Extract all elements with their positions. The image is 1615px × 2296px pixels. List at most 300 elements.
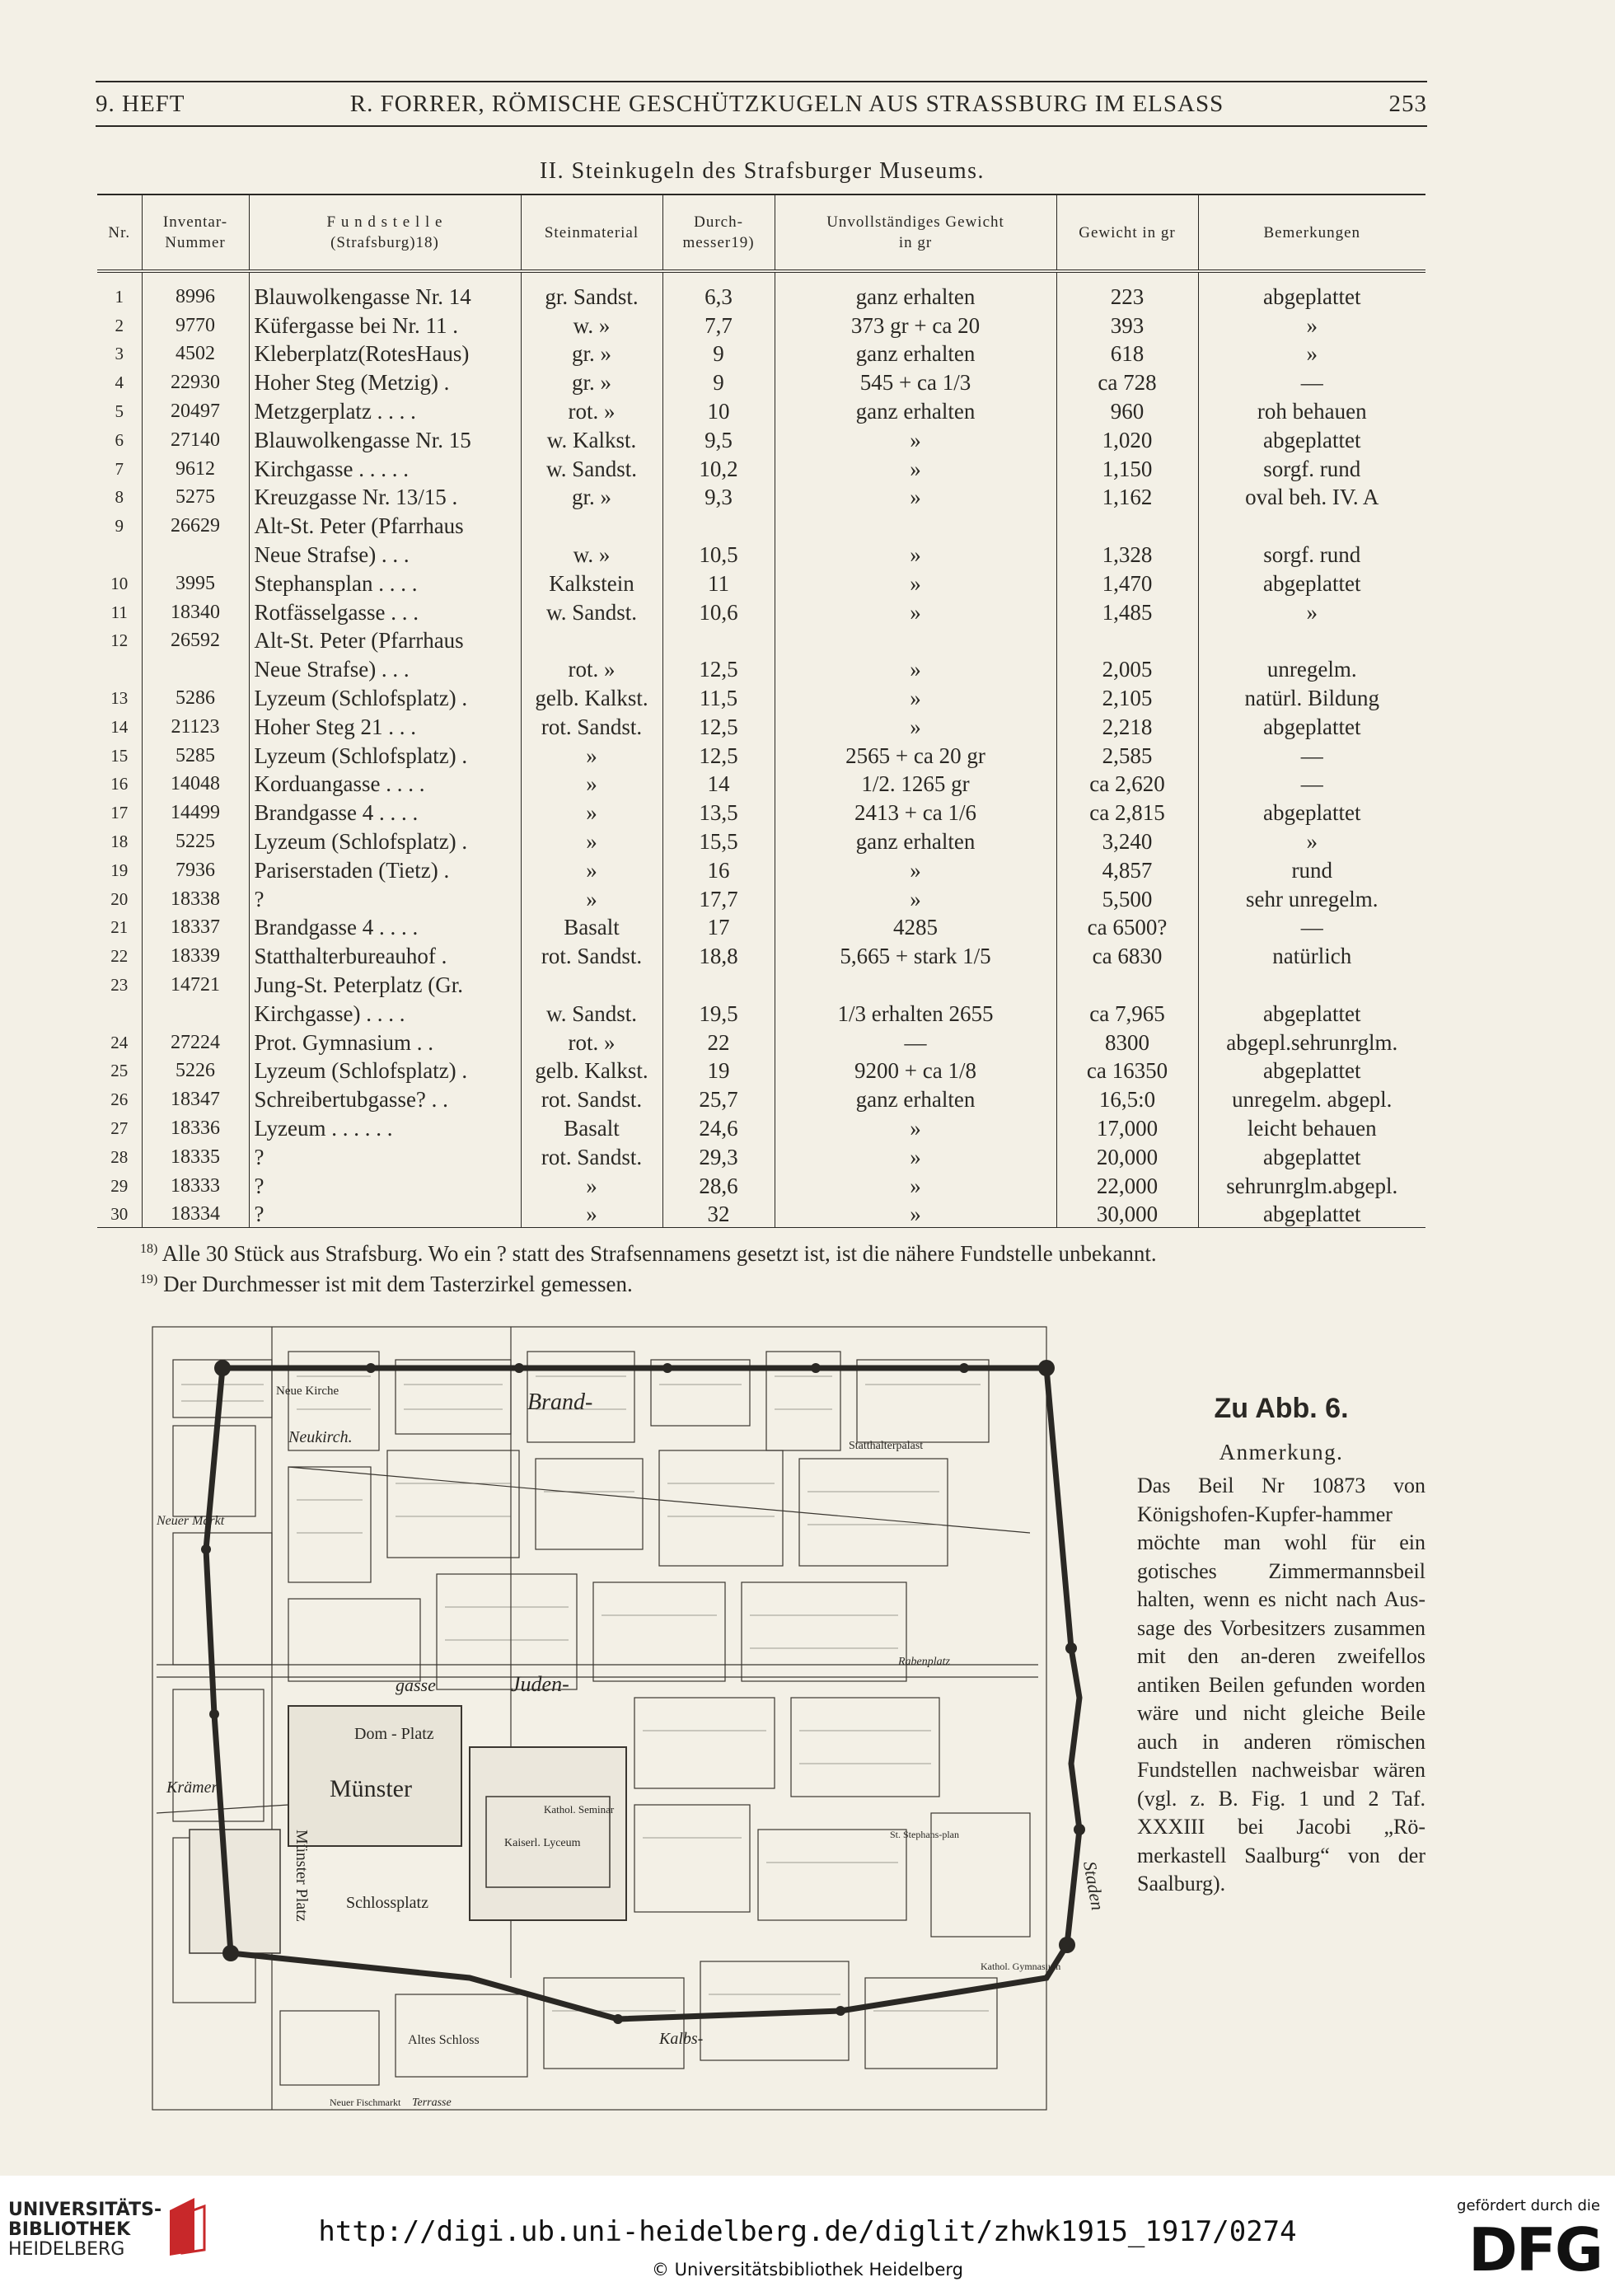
col-durchmesser: Durch- messer19) — [662, 194, 775, 271]
row-inventar — [142, 539, 249, 568]
row-durchmesser: 28,6 — [662, 1170, 775, 1199]
row-steinmaterial: rot. Sandst. — [521, 711, 662, 740]
row-fundstelle: Hoher Steg 21 . . . — [249, 711, 521, 740]
row-steinmaterial: rot. » — [521, 396, 662, 424]
row-bemerkungen: sorgf. rund — [1198, 539, 1425, 568]
row-gewicht — [1056, 969, 1198, 998]
table-row — [97, 1113, 1425, 1141]
col-fundstelle: F u n d s t e l l e (Strafsburg)18) — [249, 194, 521, 271]
row-fundstelle: ? — [249, 883, 521, 912]
row-inventar: 5285 — [142, 740, 249, 769]
row-steinmaterial: rot. Sandst. — [521, 940, 662, 969]
row-unvollstaendiges-gewicht: » — [775, 654, 1056, 682]
table-row — [97, 271, 1425, 310]
row-durchmesser: 16 — [662, 855, 775, 883]
row-fundstelle: ? — [249, 1170, 521, 1199]
row-durchmesser: 17,7 — [662, 883, 775, 912]
row-steinmaterial: » — [521, 826, 662, 855]
row-gewicht: 618 — [1056, 339, 1198, 368]
running-header — [96, 81, 1427, 127]
row-steinmaterial: gr. » — [521, 367, 662, 396]
footnotes — [140, 1236, 1434, 1297]
row-steinmaterial: w. » — [521, 310, 662, 339]
row-fundstelle: Blauwolkengasse Nr. 15 — [249, 424, 521, 453]
row-fundstelle: Prot. Gymnasium . . — [249, 1027, 521, 1056]
row-fundstelle: Lyzeum (Schlofsplatz) . — [249, 740, 521, 769]
row-gewicht: 20,000 — [1056, 1141, 1198, 1170]
row-durchmesser: 11 — [662, 568, 775, 597]
row-nr: 8 — [115, 487, 124, 508]
table-row — [97, 740, 1425, 769]
row-durchmesser: 17 — [662, 912, 775, 941]
row-fundstelle: Lyzeum . . . . . . — [249, 1113, 521, 1141]
row-durchmesser: 29,3 — [662, 1141, 775, 1170]
row-bemerkungen: » — [1198, 826, 1425, 855]
row-gewicht: ca 2,620 — [1056, 769, 1198, 798]
row-gewicht: 1,328 — [1056, 539, 1198, 568]
table-row — [97, 1199, 1425, 1228]
row-durchmesser: 32 — [662, 1199, 775, 1228]
row-gewicht: 1,150 — [1056, 453, 1198, 482]
row-unvollstaendiges-gewicht — [775, 510, 1056, 539]
row-gewicht: 223 — [1056, 271, 1198, 310]
row-fundstelle: Lyzeum (Schlofsplatz) . — [249, 826, 521, 855]
row-bemerkungen: abgeplattet — [1198, 1199, 1425, 1228]
row-nr: 24 — [110, 1032, 129, 1052]
row-durchmesser: 12,5 — [662, 740, 775, 769]
row-nr: 13 — [110, 687, 129, 708]
row-inventar: 18340 — [142, 597, 249, 626]
row-gewicht: 22,000 — [1056, 1170, 1198, 1199]
row-inventar: 14048 — [142, 769, 249, 798]
map-label-neuer-fischmarkt: Neuer Fischmarkt — [330, 2097, 401, 2108]
map-label-terrasse: Terrasse — [412, 2097, 452, 2109]
strassburg-map — [124, 1302, 1116, 2134]
row-steinmaterial: Basalt — [521, 912, 662, 941]
table-title: II. Steinkugeln des Strafsburger Museums. — [539, 158, 985, 184]
row-durchmesser: 9 — [662, 339, 775, 368]
row-steinmaterial: gr. » — [521, 339, 662, 368]
row-steinmaterial — [521, 626, 662, 654]
row-unvollstaendiges-gewicht: 2565 + ca 20 gr — [775, 740, 1056, 769]
row-inventar: 27140 — [142, 424, 249, 453]
row-nr: 20 — [110, 888, 129, 909]
row-bemerkungen: abgeplattet — [1198, 271, 1425, 310]
row-durchmesser: 19 — [662, 1056, 775, 1085]
row-durchmesser: 10,2 — [662, 453, 775, 482]
row-inventar — [142, 998, 249, 1027]
row-bemerkungen: oval beh. IV. A — [1198, 482, 1425, 511]
row-nr: 29 — [110, 1175, 129, 1196]
sidebar-note — [1137, 1393, 1425, 1899]
row-nr: 27 — [110, 1118, 129, 1138]
map-label-muenster: Münster — [330, 1775, 412, 1802]
row-gewicht: 2,585 — [1056, 740, 1198, 769]
row-unvollstaendiges-gewicht: » — [775, 453, 1056, 482]
row-gewicht: 1,470 — [1056, 568, 1198, 597]
row-bemerkungen: abgeplattet — [1198, 797, 1425, 826]
row-bemerkungen: natürl. Bildung — [1198, 682, 1425, 711]
row-unvollstaendiges-gewicht: » — [775, 711, 1056, 740]
row-inventar: 7936 — [142, 855, 249, 883]
row-durchmesser: 10 — [662, 396, 775, 424]
row-inventar: 14499 — [142, 797, 249, 826]
row-unvollstaendiges-gewicht: » — [775, 883, 1056, 912]
row-fundstelle: ? — [249, 1199, 521, 1228]
footnote-18: $^{18)}$ Alle 30 Stück aus Strafsburg. Wo ein ? statt des Strafsennamens gesetzt ist, ist die nähere Fundstelle unbekannt. — [140, 1241, 1157, 1266]
row-fundstelle: Neue Strafse) . . . — [249, 654, 521, 682]
map-label-statthalterpalast: Statthalterpalast — [849, 1440, 924, 1452]
row-nr: 4 — [115, 373, 124, 393]
dfg-logo: DFG — [1468, 2215, 1602, 2284]
row-bemerkungen: — — [1198, 367, 1425, 396]
row-steinmaterial: » — [521, 769, 662, 798]
row-nr: 19 — [110, 860, 129, 880]
row-nr: 14 — [110, 716, 129, 737]
map-label-brand: Brand- — [527, 1389, 593, 1415]
row-fundstelle: Lyzeum (Schlofsplatz) . — [249, 1056, 521, 1085]
row-durchmesser: 12,5 — [662, 711, 775, 740]
table-row — [97, 711, 1425, 740]
row-unvollstaendiges-gewicht: ganz erhalten — [775, 1084, 1056, 1113]
row-fundstelle: Jung-St. Peterplatz (Gr. — [249, 969, 521, 998]
row-nr: 6 — [115, 429, 124, 450]
row-durchmesser: 10,5 — [662, 539, 775, 568]
row-durchmesser — [662, 969, 775, 998]
row-bemerkungen: abgepl.sehrunrglm. — [1198, 1027, 1425, 1056]
row-gewicht: 1,485 — [1056, 597, 1198, 626]
row-steinmaterial: gelb. Kalkst. — [521, 682, 662, 711]
row-nr: 15 — [110, 745, 129, 766]
row-nr: 9 — [115, 516, 124, 537]
row-fundstelle: Lyzeum (Schlofsplatz) . — [249, 682, 521, 711]
row-nr: 25 — [110, 1061, 129, 1081]
map-label-kathol-gymnasium: Kathol. Gymnasium — [981, 1961, 1061, 1972]
table-row — [97, 1056, 1425, 1085]
table-header-row — [97, 194, 1425, 271]
row-durchmesser: 7,7 — [662, 310, 775, 339]
row-nr: 30 — [97, 1199, 142, 1228]
row-steinmaterial: w. » — [521, 539, 662, 568]
row-steinmaterial: » — [521, 797, 662, 826]
table-row — [97, 1084, 1425, 1113]
row-inventar: 21123 — [142, 711, 249, 740]
map-label-dom-platz: Dom - Platz — [354, 1725, 434, 1743]
row-steinmaterial: » — [521, 1199, 662, 1228]
article-title: R. FORRER, RÖMISCHE GESCHÜTZKUGELN AUS STRASSBURG IM ELSASS — [349, 90, 1224, 117]
row-nr — [97, 998, 142, 1027]
row-bemerkungen: abgeplattet — [1198, 998, 1425, 1027]
row-unvollstaendiges-gewicht: 5,665 + stark 1/5 — [775, 940, 1056, 969]
col-bemerkungen: Bemerkungen — [1198, 194, 1425, 271]
row-bemerkungen: — — [1198, 740, 1425, 769]
row-gewicht: ca 6830 — [1056, 940, 1198, 969]
row-fundstelle: Kirchgasse . . . . . — [249, 453, 521, 482]
row-durchmesser — [662, 510, 775, 539]
row-bemerkungen: » — [1198, 310, 1425, 339]
row-nr: 17 — [110, 803, 129, 823]
row-nr: 23 — [110, 974, 129, 995]
row-gewicht: 2,218 — [1056, 711, 1198, 740]
row-bemerkungen: sehrunrglm.abgepl. — [1198, 1170, 1425, 1199]
row-steinmaterial: » — [521, 855, 662, 883]
row-steinmaterial: w. Kalkst. — [521, 424, 662, 453]
digitization-footer — [0, 2176, 1615, 2296]
row-steinmaterial: » — [521, 740, 662, 769]
row-inventar: 5226 — [142, 1056, 249, 1085]
row-bemerkungen: — — [1198, 912, 1425, 941]
row-fundstelle: Hoher Steg (Metzig) . — [249, 367, 521, 396]
row-nr: 26 — [110, 1089, 129, 1110]
row-durchmesser — [662, 626, 775, 654]
col-unvollstaendiges-gewicht: Unvollständiges Gewicht in gr — [775, 194, 1056, 271]
permalink-url[interactable]: http://digi.ub.uni-heidelberg.de/diglit/zhwk1915_1917/0274 — [318, 2215, 1297, 2248]
sidebar-title: Zu Abb. 6. — [1214, 1393, 1349, 1424]
row-gewicht: ca 7,965 — [1056, 998, 1198, 1027]
row-inventar: 22930 — [142, 367, 249, 396]
row-unvollstaendiges-gewicht: » — [775, 539, 1056, 568]
row-nr: 18 — [110, 831, 129, 851]
row-durchmesser: 14 — [662, 769, 775, 798]
table-row — [97, 654, 1425, 682]
col-inventar: Inventar- Nummer — [142, 194, 249, 271]
row-gewicht: 1,020 — [1056, 424, 1198, 453]
row-inventar: 18335 — [142, 1141, 249, 1170]
row-unvollstaendiges-gewicht: 1/2. 1265 gr — [775, 769, 1056, 798]
map-label-kraemer: Krämer — [166, 1778, 218, 1797]
sidebar-body: Das Beil Nr 10873 von Königshofen-Kupfer-hammer möchte man wohl für ein gotisches Zimmermannsbeil halten, wenn es nicht nach Aus-sage des Vorbesitzers zusammen mit den an-deren zweifellos antiken Beilen gefunden worden wäre und nicht gleiche Beile auch in anderen römischen Fundstellen nachweisbar wären (vgl. z. B. Fig. 1 und 2 Taf. XXXIII bei Jacobi „Rö-merkastell Saalburg“ von der Saalburg). — [1137, 1474, 1425, 1895]
row-fundstelle: Statthalterbureauhof . — [249, 940, 521, 969]
row-steinmaterial: w. Sandst. — [521, 998, 662, 1027]
row-gewicht — [1056, 510, 1198, 539]
table-row — [97, 797, 1425, 826]
row-bemerkungen: roh behauen — [1198, 396, 1425, 424]
table-row — [97, 1170, 1425, 1199]
row-fundstelle: Blauwolkengasse Nr. 14 — [249, 271, 521, 310]
map-label-neue-kirche: Neue Kirche — [276, 1385, 339, 1398]
map-label-kathol-seminar: Kathol. Seminar — [544, 1803, 615, 1816]
row-bemerkungen — [1198, 510, 1425, 539]
row-gewicht: 2,105 — [1056, 682, 1198, 711]
map-label-st-stephansplan: St. Stephans-plan — [890, 1829, 959, 1840]
row-gewicht: ca 6500? — [1056, 912, 1198, 941]
row-inventar: 27224 — [142, 1027, 249, 1056]
row-bemerkungen: rund — [1198, 855, 1425, 883]
row-inventar: 20497 — [142, 396, 249, 424]
row-fundstelle: Stephansplan . . . . — [249, 568, 521, 597]
row-unvollstaendiges-gewicht: 4285 — [775, 912, 1056, 941]
row-gewicht: 5,500 — [1056, 883, 1198, 912]
row-inventar: 18339 — [142, 940, 249, 969]
table-row — [97, 339, 1425, 368]
row-nr — [97, 654, 142, 682]
row-fundstelle: Pariserstaden (Tietz) . — [249, 855, 521, 883]
table-row — [97, 1027, 1425, 1056]
row-unvollstaendiges-gewicht: » — [775, 482, 1056, 511]
map-label-rabenplatz: Rabenplatz — [898, 1656, 950, 1668]
footnote-19: $^{19)}$ Der Durchmesser ist mit dem Tasterzirkel gemessen. — [140, 1272, 633, 1296]
row-inventar: 5286 — [142, 682, 249, 711]
row-steinmaterial — [521, 510, 662, 539]
row-unvollstaendiges-gewicht: ganz erhalten — [775, 339, 1056, 368]
row-durchmesser: 9,5 — [662, 424, 775, 453]
row-steinmaterial: rot. Sandst. — [521, 1084, 662, 1113]
row-unvollstaendiges-gewicht: 545 + ca 1/3 — [775, 367, 1056, 396]
row-durchmesser: 13,5 — [662, 797, 775, 826]
row-unvollstaendiges-gewicht: 373 gr + ca 20 — [775, 310, 1056, 339]
row-nr: 3 — [115, 344, 124, 364]
row-nr: 2 — [115, 315, 124, 335]
row-unvollstaendiges-gewicht — [775, 626, 1056, 654]
row-fundstelle: Rotfässelgasse . . . — [249, 597, 521, 626]
row-nr: 22 — [110, 946, 129, 967]
row-nr: 28 — [110, 1146, 129, 1167]
row-bemerkungen: natürlich — [1198, 940, 1425, 969]
row-steinmaterial: rot. » — [521, 654, 662, 682]
row-bemerkungen: » — [1198, 339, 1425, 368]
row-nr: 5 — [115, 401, 124, 421]
col-nr: Nr. — [97, 194, 142, 271]
table-row — [97, 826, 1425, 855]
row-fundstelle: Kreuzgasse Nr. 13/15 . — [249, 482, 521, 511]
row-inventar: 5275 — [142, 482, 249, 511]
row-inventar: 9612 — [142, 453, 249, 482]
row-durchmesser: 6,3 — [662, 271, 775, 310]
row-unvollstaendiges-gewicht: » — [775, 1199, 1056, 1228]
page-number: 253 — [1388, 90, 1427, 117]
row-nr: 11 — [110, 602, 128, 622]
table-row — [97, 682, 1425, 711]
row-bemerkungen: abgeplattet — [1198, 711, 1425, 740]
stone-balls-table — [97, 194, 1425, 1228]
row-unvollstaendiges-gewicht: » — [775, 424, 1056, 453]
row-durchmesser: 18,8 — [662, 940, 775, 969]
row-fundstelle: Korduangasse . . . . — [249, 769, 521, 798]
table-row — [97, 769, 1425, 798]
row-steinmaterial: gelb. Kalkst. — [521, 1056, 662, 1085]
row-steinmaterial: gr. » — [521, 482, 662, 511]
row-gewicht: 8300 — [1056, 1027, 1198, 1056]
row-inventar: 3995 — [142, 568, 249, 597]
row-inventar: 18336 — [142, 1113, 249, 1141]
row-gewicht: 4,857 — [1056, 855, 1198, 883]
row-steinmaterial — [521, 969, 662, 998]
row-durchmesser: 25,7 — [662, 1084, 775, 1113]
row-fundstelle: Metzgerplatz . . . . — [249, 396, 521, 424]
row-durchmesser: 12,5 — [662, 654, 775, 682]
row-inventar: 8996 — [142, 271, 249, 310]
row-steinmaterial: » — [521, 883, 662, 912]
map-label-neuer-markt: Neuer Markt — [157, 1514, 225, 1528]
funding-label: gefördert durch die — [1457, 2197, 1600, 2214]
row-nr: 1 — [115, 286, 124, 307]
row-gewicht: 1,162 — [1056, 482, 1198, 511]
row-steinmaterial: rot. » — [521, 1027, 662, 1056]
row-inventar: 18333 — [142, 1170, 249, 1199]
row-fundstelle: Alt-St. Peter (Pfarrhaus — [249, 510, 521, 539]
row-unvollstaendiges-gewicht: 1/3 erhalten 2655 — [775, 998, 1056, 1027]
row-unvollstaendiges-gewicht: » — [775, 1113, 1056, 1141]
row-unvollstaendiges-gewicht: » — [775, 855, 1056, 883]
row-bemerkungen — [1198, 969, 1425, 998]
row-bemerkungen: abgeplattet — [1198, 568, 1425, 597]
row-fundstelle: Kirchgasse) . . . . — [249, 998, 521, 1027]
row-inventar: 14721 — [142, 969, 249, 998]
map-label-gasse: gasse — [396, 1675, 436, 1695]
table-row — [97, 453, 1425, 482]
table-row — [97, 568, 1425, 597]
row-bemerkungen: abgeplattet — [1198, 424, 1425, 453]
map-label-muenster-platz: Münster Platz — [293, 1830, 311, 1922]
table-row — [97, 940, 1425, 969]
row-bemerkungen: sorgf. rund — [1198, 453, 1425, 482]
table-row — [97, 482, 1425, 511]
map-label-schlossplatz: Schlossplatz — [346, 1894, 428, 1912]
row-bemerkungen: » — [1198, 597, 1425, 626]
row-nr: 7 — [115, 458, 124, 479]
row-durchmesser: 19,5 — [662, 998, 775, 1027]
row-bemerkungen: — — [1198, 769, 1425, 798]
row-bemerkungen: sehr unregelm. — [1198, 883, 1425, 912]
row-gewicht: 3,240 — [1056, 826, 1198, 855]
row-inventar: 26592 — [142, 626, 249, 654]
table-row — [97, 424, 1425, 453]
row-durchmesser: 10,6 — [662, 597, 775, 626]
map-label-altes-schloss: Altes Schloss — [408, 2033, 480, 2047]
row-gewicht: 17,000 — [1056, 1113, 1198, 1141]
row-fundstelle: Alt-St. Peter (Pfarrhaus — [249, 626, 521, 654]
row-inventar: 9770 — [142, 310, 249, 339]
table-row — [97, 539, 1425, 568]
row-durchmesser: 15,5 — [662, 826, 775, 855]
row-unvollstaendiges-gewicht: » — [775, 1170, 1056, 1199]
row-steinmaterial: Basalt — [521, 1113, 662, 1141]
map-label-neukirch: Neukirch. — [288, 1428, 353, 1446]
row-gewicht — [1056, 626, 1198, 654]
row-inventar: 4502 — [142, 339, 249, 368]
row-durchmesser: 22 — [662, 1027, 775, 1056]
table-row — [97, 597, 1425, 626]
sidebar-subtitle: Anmerkung. — [1219, 1440, 1344, 1464]
row-bemerkungen: abgeplattet — [1198, 1141, 1425, 1170]
row-inventar: 18334 — [142, 1199, 249, 1228]
map-label-staden: Staden — [1079, 1859, 1109, 1912]
copyright-text: © Universitätsbibliothek Heidelberg — [651, 2260, 963, 2280]
row-fundstelle: Brandgasse 4 . . . . — [249, 912, 521, 941]
table-row — [97, 626, 1425, 654]
col-gewicht: Gewicht in gr — [1056, 194, 1198, 271]
row-unvollstaendiges-gewicht: ganz erhalten — [775, 396, 1056, 424]
row-steinmaterial: Kalkstein — [521, 568, 662, 597]
row-unvollstaendiges-gewicht: » — [775, 568, 1056, 597]
row-nr: 10 — [110, 573, 129, 593]
row-inventar — [142, 654, 249, 682]
library-logo: UNIVERSITÄTS- BIBLIOTHEK HEIDELBERG — [8, 2200, 162, 2260]
row-bemerkungen: unregelm. abgepl. — [1198, 1084, 1425, 1113]
table-row — [97, 998, 1425, 1027]
row-durchmesser: 9,3 — [662, 482, 775, 511]
row-gewicht: 2,005 — [1056, 654, 1198, 682]
row-gewicht: ca 2,815 — [1056, 797, 1198, 826]
row-unvollstaendiges-gewicht: 9200 + ca 1/8 — [775, 1056, 1056, 1085]
row-gewicht: ca 16350 — [1056, 1056, 1198, 1085]
row-fundstelle: Neue Strafse) . . . — [249, 539, 521, 568]
table-row — [97, 310, 1425, 339]
city-map-figure — [124, 1302, 1116, 2134]
row-bemerkungen — [1198, 626, 1425, 654]
row-nr: 12 — [110, 630, 129, 651]
table-row — [97, 883, 1425, 912]
